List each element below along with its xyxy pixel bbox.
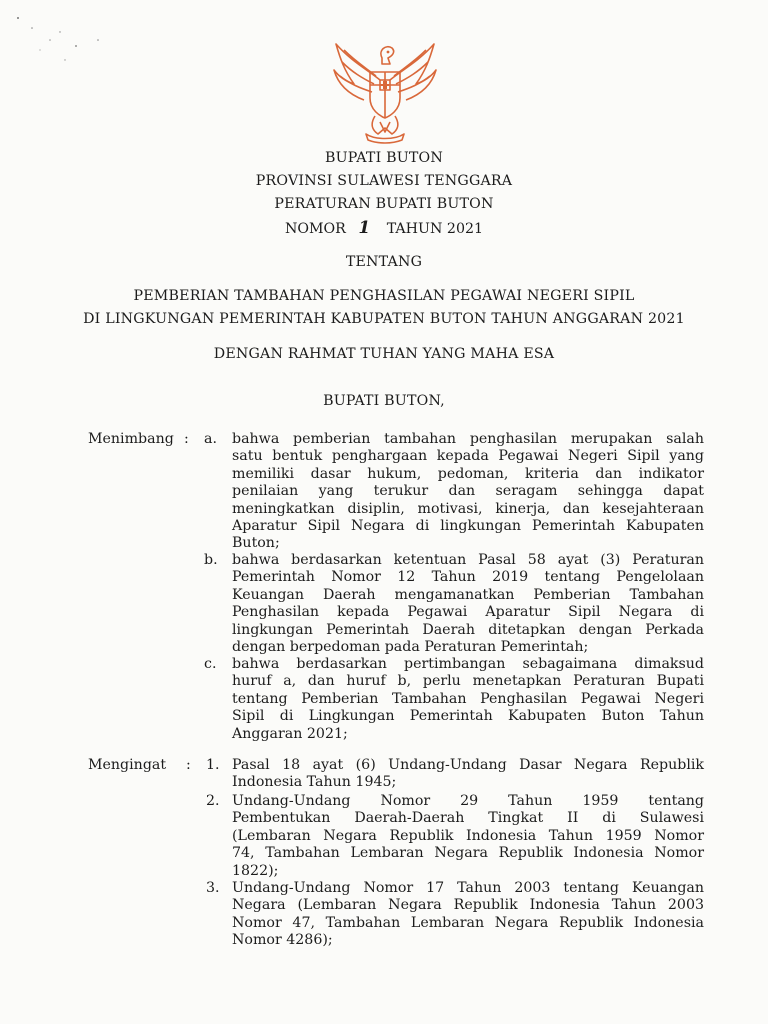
text-line: Anggaran 2021;	[232, 725, 348, 742]
mengingat-label: Mengingat	[88, 757, 167, 773]
mengingat-colon: :	[186, 757, 191, 773]
header-regulation-type: PERATURAN BUPATI BUTON	[274, 196, 494, 212]
text-line: bahwa berdasarkan pertimbangan sebagaimana dimaksud	[232, 656, 704, 672]
text-line: Indonesia Tahun 1945;	[232, 774, 397, 791]
text-line: dengan berpedoman pada Peraturan Pemerintah;	[232, 639, 589, 656]
text-line: 1822);	[232, 862, 279, 879]
text-line: Nomor 47, Tambahan Lembaran Negara Republik Indonesia	[232, 914, 704, 931]
text-line: 74, Tambahan Lembaran Negara Republik Indonesia Nomor	[232, 845, 704, 862]
text-line: tentang Pemberian Tambahan Penghasilan Pegawai Negeri	[232, 690, 704, 707]
text-line: Pasal 18 ayat (6) Undang-Undang Dasar Negara Republik	[232, 757, 704, 773]
text-line: Undang-Undang Nomor 17 Tahun 2003 tentang Keuangan	[232, 880, 704, 896]
mengingat-item-marker: 1.	[206, 757, 220, 773]
header-province: PROVINSI SULAWESI TENGGARA	[255, 173, 513, 189]
text-line: Pemerintah Nomor 12 Tahun 2019 tentang Pengelolaan	[232, 569, 704, 586]
rahmat-line: DENGAN RAHMAT TUHAN YANG MAHA ESA	[213, 346, 555, 362]
text-line: huruf a, dan huruf b, perlu menetapkan Peraturan Bupati	[232, 673, 704, 690]
regulation-title-line-1: PEMBERIAN TAMBAHAN PENGHASILAN PEGAWAI NEGERI SIPIL	[133, 288, 635, 304]
text-line: Buton;	[232, 535, 280, 552]
scan-specks	[10, 10, 120, 70]
regulation-title-line-2: DI LINGKUNGAN PEMERINTAH KABUPATEN BUTON TAHUN ANGGARAN 2021	[83, 311, 685, 327]
header-title-bupati: BUPATI BUTON	[325, 150, 443, 166]
text-line: bahwa berdasarkan ketentuan Pasal 58 ayat (3) Peraturan	[232, 552, 704, 568]
text-line: penilaian yang terukur dan seragam sehingga dapat	[232, 483, 704, 500]
text-line: Pembentukan Daerah-Daerah Tingkat II di Sulawesi	[232, 810, 704, 827]
menimbang-colon: :	[184, 431, 189, 447]
nomor-label: NOMOR	[284, 221, 346, 237]
tentang-heading: TENTANG	[345, 254, 423, 270]
menimbang-label: Menimbang	[88, 431, 174, 447]
text-line: bahwa pemberian tambahan penghasilan merupakan salah	[232, 431, 704, 447]
text-line: lingkungan Pemerintah Daerah ditetapkan dengan Perkada	[232, 621, 704, 638]
nomor-value: 1	[358, 218, 371, 238]
mengingat-item-marker: 2.	[206, 793, 220, 809]
garuda-emblem-icon	[330, 40, 440, 145]
menimbang-item-a	[232, 431, 704, 553]
text-line: memiliki dasar hukum, pedoman, kriteria dan indikator	[232, 465, 704, 482]
regulation-number-line	[0, 218, 768, 238]
menimbang-item-marker: a.	[204, 431, 217, 447]
text-line: Sipil di Lingkungan Pemerintah Kabupaten Buton Tahun	[232, 708, 704, 725]
text-line: (Lembaran Negara Republik Indonesia Tahun 1959 Nomor	[232, 827, 704, 844]
text-line: Undang-Undang Nomor 29 Tahun 1959 tentang	[232, 793, 704, 809]
text-line: Penghasilan kepada Pegawai Aparatur Sipil Negara di	[232, 604, 704, 621]
mengingat-item-3	[232, 880, 704, 950]
menimbang-item-marker: c.	[204, 656, 217, 672]
menimbang-item-c	[232, 656, 704, 743]
text-line: Keuangan Daerah mengamanatkan Pemberian Tambahan	[232, 586, 704, 603]
text-line: Aparatur Sipil Negara di lingkungan Pemerintah Kabupaten	[232, 518, 704, 535]
text-line: Nomor 4286);	[232, 932, 333, 949]
text-line: meningkatkan disiplin, motivasi, kinerja, dan kesejahteraan	[232, 500, 704, 517]
mengingat-item-marker: 3.	[206, 880, 220, 896]
text-line: satu bentuk penghargaan kepada Pegawai Negeri Sipil yang	[232, 448, 704, 465]
menimbang-item-marker: b.	[204, 552, 218, 568]
text-line: Negara (Lembaran Negara Republik Indonesia Tahun 2003	[232, 897, 704, 914]
bupati-signature-heading: BUPATI BUTON,	[323, 393, 445, 409]
menimbang-item-b	[232, 552, 704, 656]
mengingat-item-1	[232, 757, 704, 792]
mengingat-item-2	[232, 793, 704, 880]
tahun-label: TAHUN 2021	[386, 221, 484, 237]
